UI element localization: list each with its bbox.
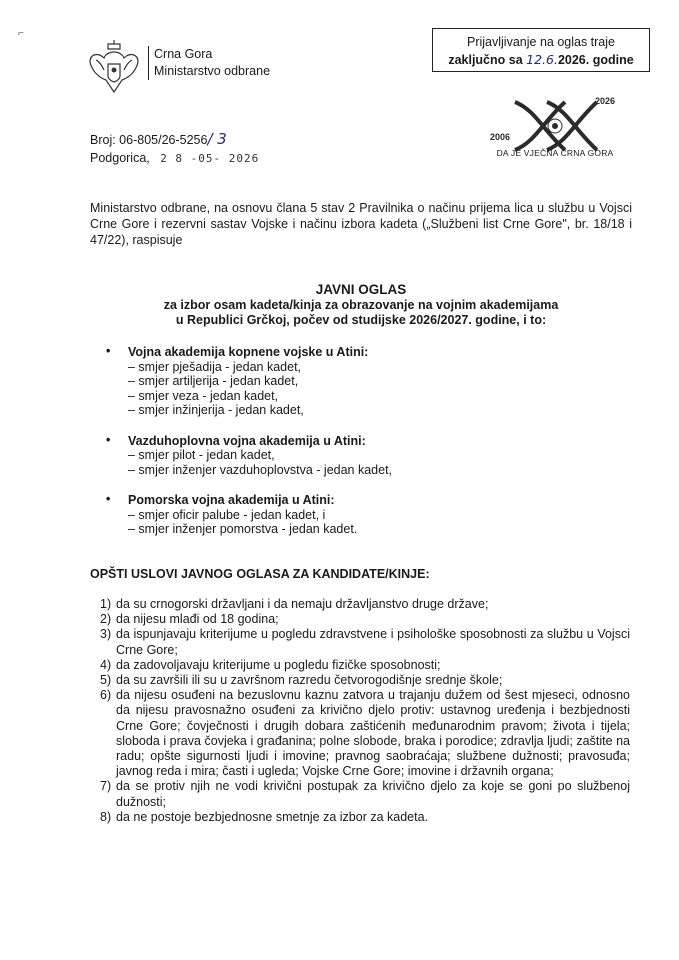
condition-item <box>100 779 630 809</box>
application-deadline-box <box>432 28 650 72</box>
academy-name: • Vazduhoplovna vojna akademija u Atini: <box>106 434 626 449</box>
academy-track: – smjer inženjer pomorstva - jedan kadet. <box>128 522 358 536</box>
academy-name: • Vojna akademija kopnene vojske u Atini: <box>106 345 626 360</box>
condition-item <box>100 673 630 688</box>
academy-track: – smjer inženjer vazduhoplovstva - jedan kadet, <box>128 462 393 477</box>
subtitle-line1: za izbor osam kadeta/kinja za obrazovanje na vojnim akademijama <box>163 298 559 312</box>
academy-track: – smjer artiljerija - jedan kadet, <box>128 374 299 388</box>
academy-track: – smjer veza - jedan kadet, <box>128 388 279 403</box>
condition-item <box>100 810 630 825</box>
academy-track: – smjer pilot - jedan kadet, <box>128 448 275 462</box>
condition-text: da su završili ili su u završnom razredu četvorogodišnje srednje škole; <box>116 673 503 688</box>
reference-place: Podgorica, <box>90 151 150 165</box>
org-country: Crna Gora <box>154 47 213 61</box>
reference-handwritten-suffix: / 3 <box>207 130 227 148</box>
condition-item <box>100 658 630 673</box>
condition-text: da ispunjavaju kriterijume u pogledu zdravstvene i psihološke sposobnosti za službu u Vojsci Crne Gore; <box>116 627 630 657</box>
condition-text: da se protiv njih ne vodi krivični postupak za krivično djelo za koje se goni po službenoj dužnosti; <box>116 779 630 809</box>
condition-number: 3) <box>100 627 112 642</box>
org-ministry: Ministarstvo odbrane <box>154 64 271 78</box>
subtitle-line2: u Republici Grčkoj, počev od studijske 2026/2027. godine, i to: <box>175 313 547 327</box>
condition-number: 2) <box>100 612 112 627</box>
jubilee-year-left: 2006 <box>490 132 511 142</box>
academy-track: – smjer oficir palube - jedan kadet, i <box>128 507 326 522</box>
organization-name <box>148 46 270 80</box>
condition-number: 5) <box>100 673 112 688</box>
condition-text: da nijesu mlađi od 18 godina; <box>116 612 279 627</box>
condition-item <box>100 597 630 612</box>
condition-item <box>100 612 630 627</box>
academy-item <box>106 493 626 537</box>
condition-item <box>100 627 630 657</box>
condition-number: 6) <box>100 688 112 703</box>
margin-mark: ⌐ <box>18 28 24 39</box>
condition-text: da nijesu osuđeni na bezuslovnu kaznu zatvora u trajanju dužem od šest mjeseci, odnosno da nijesu pravosnažno osuđeni za krivično djelo protiv: ustavnog uređenja i bezbjednosti Crne Gore; čovječnosti i drugih dobara zaštićenih međunarodnim pravom; života i tijela; sloboda i prava čovjeka i građanina; polne slobode, braka i porodice; zdravlja ljudi; zaštite na radu; opšte sigurnosti ljudi i imovine; pravnog saobraćaja; službene dužnosti; pravosuđa; javnog reda i mira; časti i ugleda; Vojske Crne Gore; imovine i državnih organa; <box>116 688 630 779</box>
condition-number: 4) <box>100 657 112 672</box>
deadline-line1: Prijavljivanje na oglas traje <box>467 35 615 49</box>
reference-number-line <box>90 130 259 149</box>
academy-item <box>106 434 626 478</box>
montenegro-coat-of-arms-icon <box>88 38 140 96</box>
jubilee-year-right: 2026 <box>595 96 616 106</box>
academy-track: – smjer inžinjerija - jedan kadet, <box>128 403 304 417</box>
condition-item <box>100 688 630 779</box>
reference-place-line <box>90 149 259 168</box>
condition-number: 1) <box>100 597 112 611</box>
conditions-heading: OPŠTI USLOVI JAVNOG OGLASA ZA KANDIDATE/KINJE: <box>90 567 430 581</box>
jubilee-motto: DA JE VJEČNA CRNA GORA <box>496 148 614 158</box>
condition-text: da su crnogorski državljani i da nemaju državljanstvo druge države; <box>116 597 489 611</box>
academy-track: – smjer pješadija - jedan kadet, <box>128 359 302 374</box>
announcement-subtitle <box>90 298 632 328</box>
document-reference <box>90 130 259 168</box>
reference-stamped-date: 2 8 -05- 2026 <box>160 152 260 165</box>
condition-number: 8) <box>100 809 112 824</box>
deadline-prefix: zaključno sa <box>448 53 527 67</box>
deadline-line2 <box>433 51 649 69</box>
condition-number: 7) <box>100 779 112 794</box>
deadline-suffix: 2026. godine <box>557 53 634 67</box>
academies-list <box>106 345 626 553</box>
announcement-title: JAVNI OGLAS <box>315 282 407 297</box>
intro-paragraph: Ministarstvo odbrane, na osnovu člana 5 stav 2 Pravilnika o načinu prijema lica u službu u Vojsci Crne Gore i rezervni sastav Vojske i načinu izbora kadeta („Službeni list Crne Gore", br. 18/18 i 47/22), raspisuje <box>90 201 632 247</box>
academy-item <box>106 345 626 418</box>
condition-text: da ne postoje bezbjednosne smetnje za izbor za kadeta. <box>116 809 429 824</box>
conditions-list <box>100 597 630 825</box>
academy-name: • Pomorska vojna akademija u Atini: <box>106 493 626 508</box>
reference-number: Broj: 06-805/26-5256 <box>90 133 208 147</box>
deadline-handwritten-date: 12.6. <box>526 52 558 67</box>
condition-text: da zadovoljavaju kriterijume u pogledu fizičke sposobnosti; <box>116 657 441 672</box>
